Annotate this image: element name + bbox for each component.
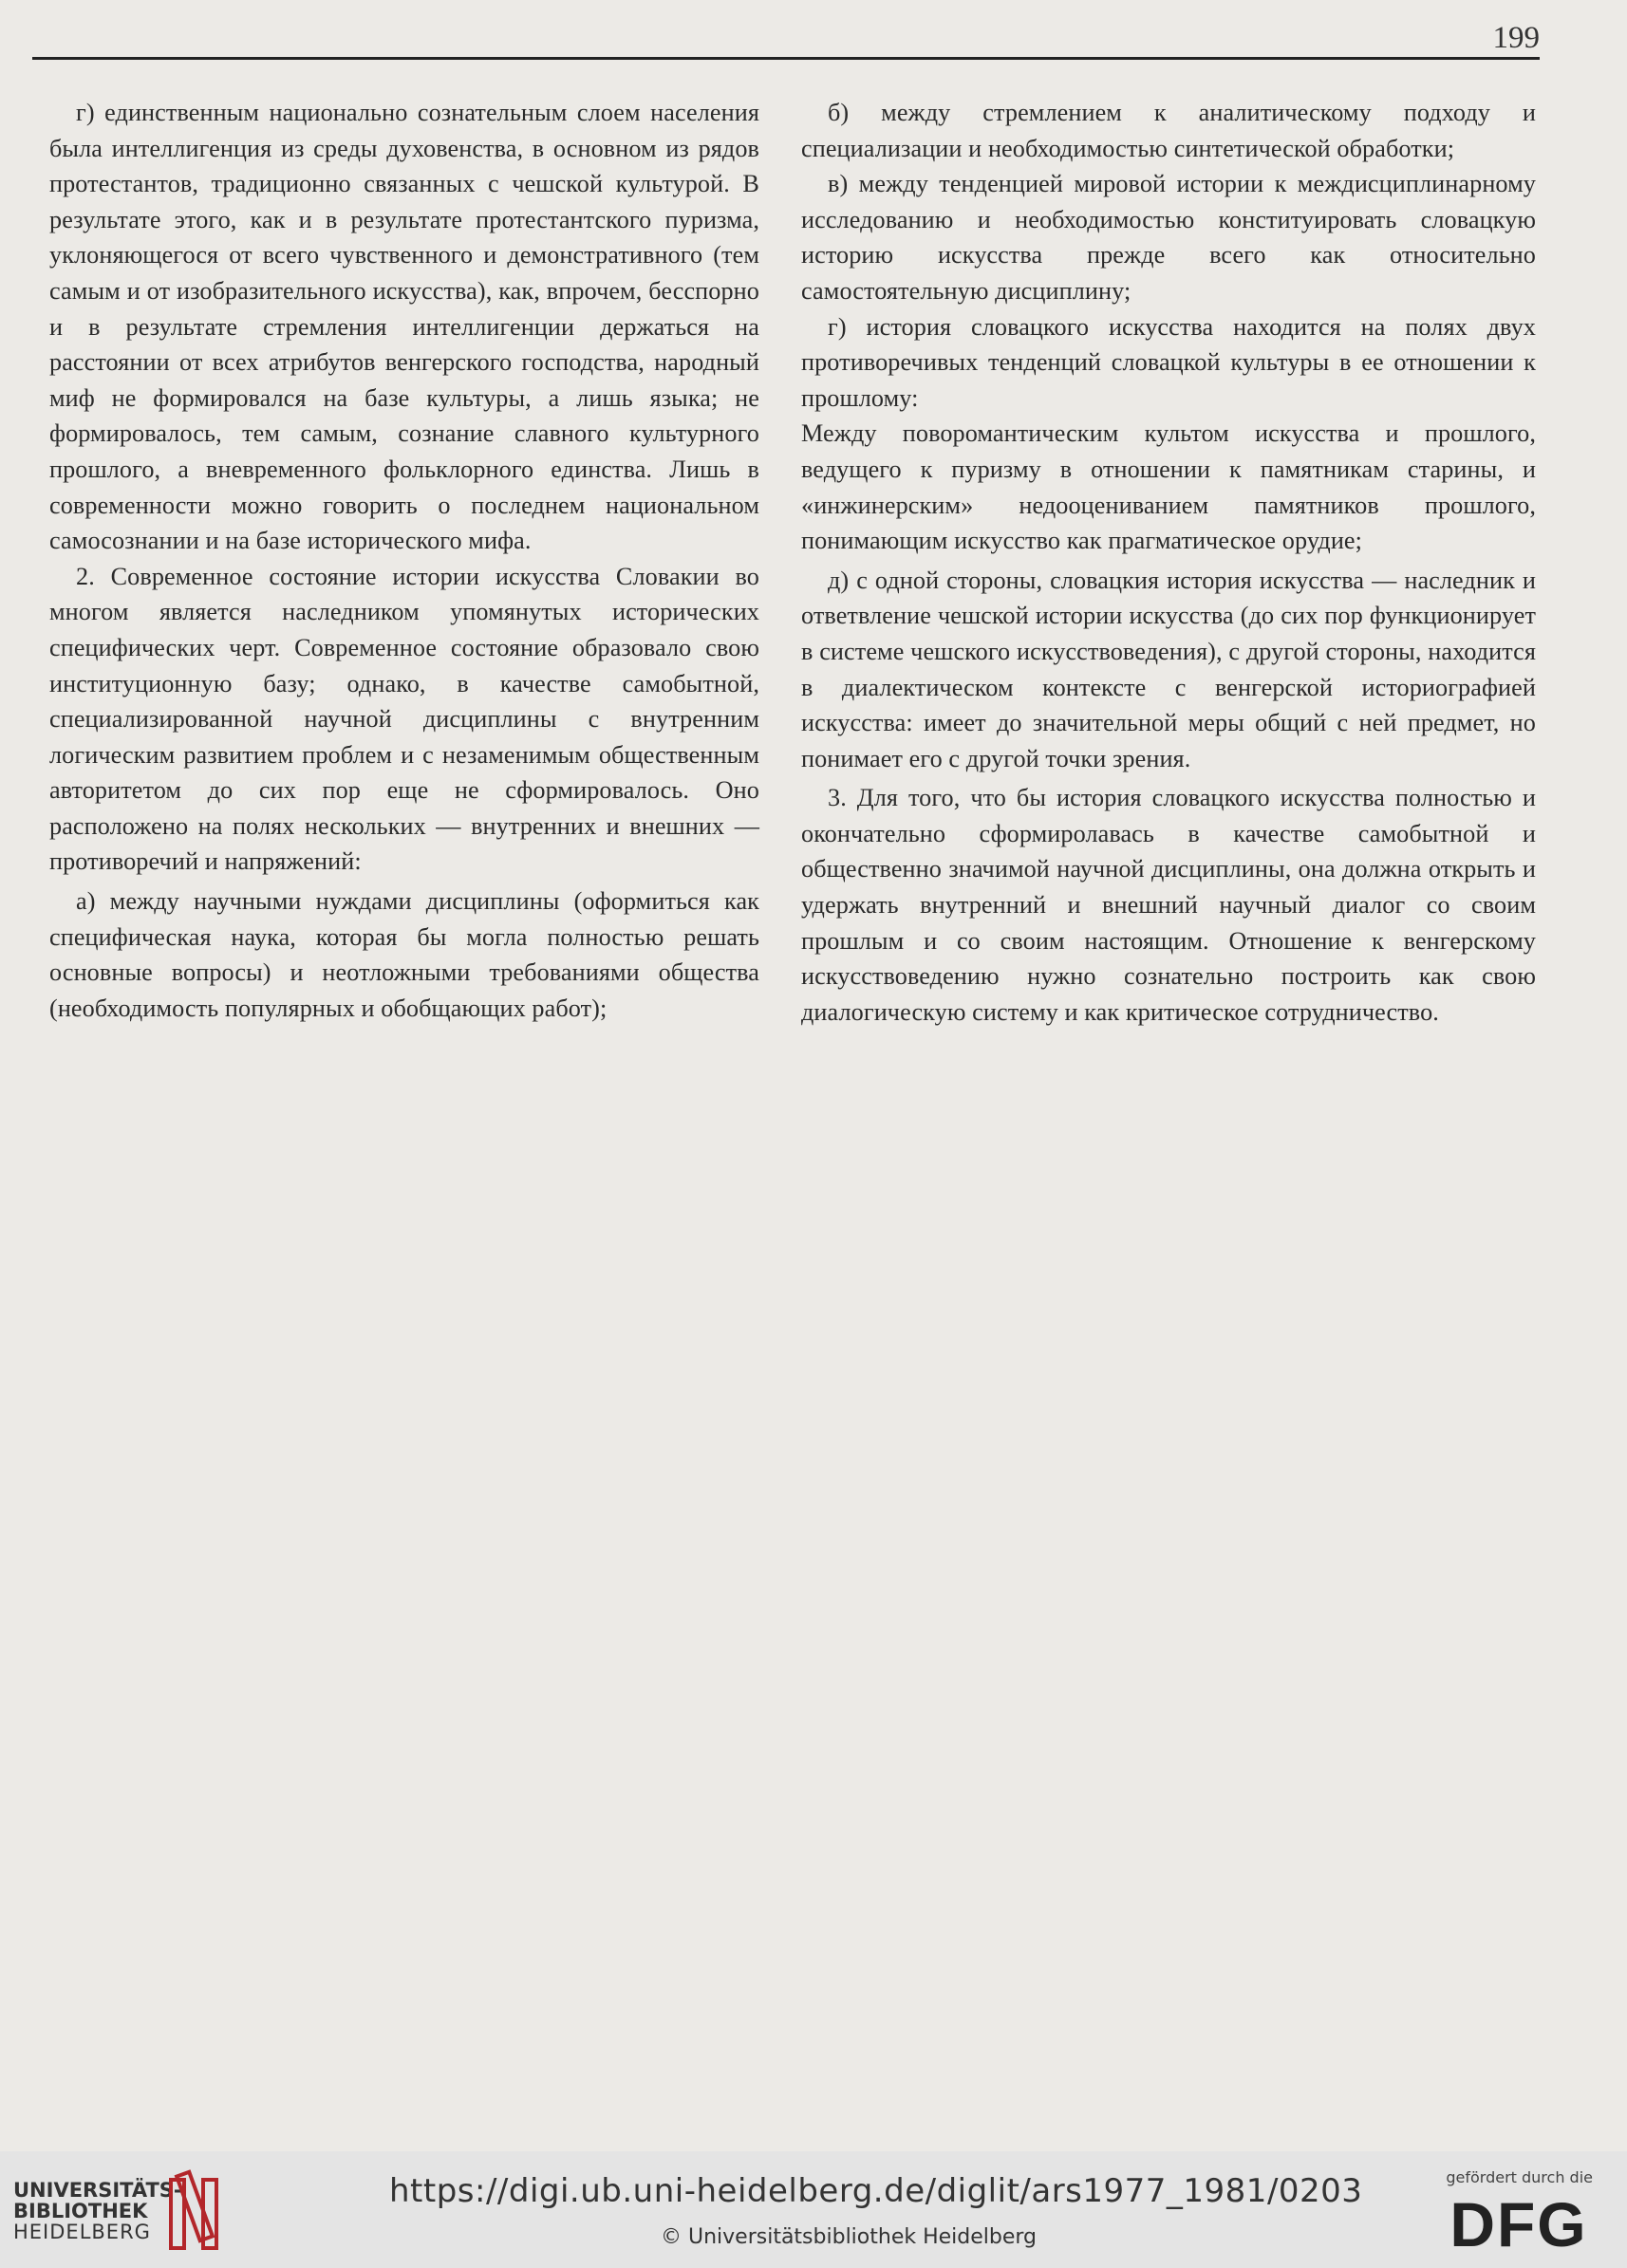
page-number: 199 [1492, 21, 1540, 55]
library-name[interactable] [13, 2180, 182, 2242]
paragraph-left-1: г) единственным национально сознательным слоем населения была интеллигенция из среды духовенства, в основном из рядов протестантов, традиционно связанных с чешской культурой. В результате этого, как и в результате протестантского пуризма, уклоняющегося от всего чувственного и демонстративного (тем самым и от изобразительного искусства), как, впрочем, бесспорно и в результате стремления интеллигенции держаться на расстоянии от всех атрибутов венгерского господства, народный миф не формировался на базе культуры, а лишь языка; не формировалось, тем самым, сознание славного культурного прошлого, а вневременного фольклорного единства. Лишь в современности можно говорить о последнем национальном самосознании и на базе исторического мифа. [49, 99, 759, 555]
left-text-column [49, 95, 759, 1026]
library-name-line-1: UNIVERSITÄTS- [13, 2179, 182, 2202]
header-rule [32, 57, 1540, 60]
viewer-footer [0, 2151, 1627, 2268]
paragraph-left-3: а) между научными нуждами дисциплины (оформиться как специфическая наука, которая бы могла полностью решать основные вопросы) и неотложными требованиями общества (необходимость популярных и обобщающих работ); [49, 887, 759, 1022]
copyright-notice: © Universitätsbibliothek Heidelberg [661, 2225, 1038, 2249]
right-text-column [801, 95, 1536, 1030]
paragraph-right-6: 3. Для того, что бы история словацкого искусства полностью и окончательно сформиролавась в качестве самобытной и общественно значимой научной дисциплины, она должна открыть и удержать внутренний и внешний научный диалог со своим прошлым и со своим настоящим. Отношение к венгерскому искусствоведению нужно сознательно построить как свою диалогическую систему и как критическое сотрудничество. [801, 784, 1536, 1026]
paragraph-right-5: д) с одной стороны, словацкия история искусства — наследник и ответвление чешской истории искусства (до сих пор функционирует в системе чешского искусствоведения), с другой стороны, находится в диалектическом контексте с венгерской историографией искусства: имеет до значительной меры общий с ней предмет, но понимает его с другой точки зрения. [801, 566, 1536, 772]
paragraph-left-2: 2. Современное состояние истории искусства Словакии во многом является наследником упомянутых исторических специфических черт. Современное состояние образовало свою институционную базу; однако, в качестве самобытной, специализированной научной дисциплины с внутренним логическим развитием проблем и с незаменимым общественным авторитетом до сих пор еще не сформировалось. Оно расположено на полях нескольких — внутренних и внешних — противоречий и напряжений: [49, 562, 759, 876]
dfg-logo-icon[interactable] [1439, 2189, 1599, 2256]
paragraph-right-4: Между поворомантическим культом искусства и прошлого, ведущего к пуризму в отношении к памятникам старины, и «инжинерским» недооцениванием памятников прошлого, понимающим искусство как прагматическое орудие; [801, 419, 1536, 555]
library-name-line-2: BIBLIOTHEK [13, 2200, 148, 2222]
library-logo-icon[interactable] [167, 2168, 222, 2252]
paragraph-right-2: в) между тенденцией мировой истории к междисциплинарному исследованию и необходимостью конституировать словацкую историю искусства прежде всего как относительно самостоятельную дисциплину; [801, 170, 1536, 305]
library-name-line-3: HEIDELBERG [13, 2221, 151, 2243]
funded-by-label: gefördert durch die [1446, 2168, 1593, 2186]
permalink-url[interactable]: https://digi.ub.uni-heidelberg.de/diglit/ars1977_1981/0203 [389, 2172, 1363, 2210]
paragraph-right-1: б) между стремлением к аналитическому подходу и специализации и необходимостью синтетической обработки; [801, 99, 1536, 162]
paragraph-right-3: г) история словацкого искусства находится на полях двух противоречивых тенденций словацкой культуры в ее отношении к прошлому: [801, 312, 1536, 412]
svg-text:DFG: DFG [1449, 2189, 1588, 2256]
